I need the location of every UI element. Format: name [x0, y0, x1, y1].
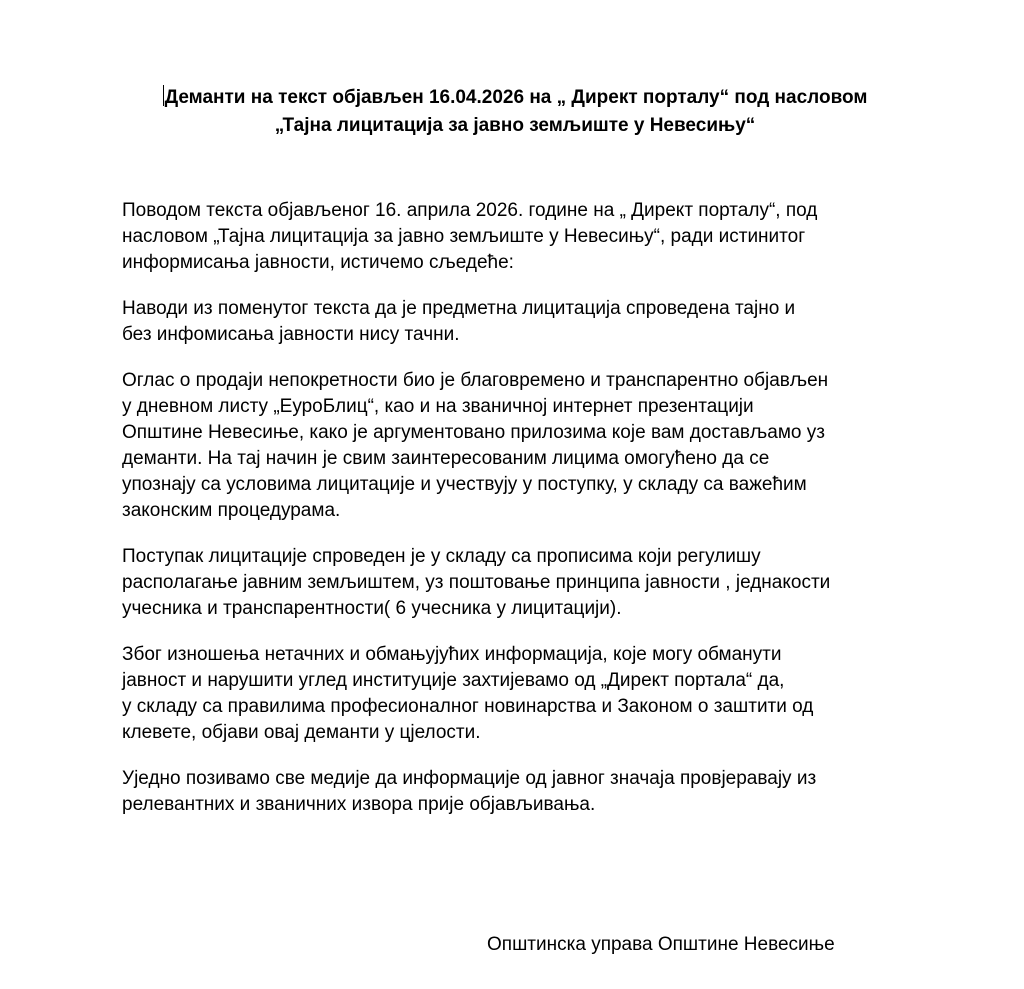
- title-line-1: [100, 84, 930, 112]
- document-body: [122, 198, 912, 838]
- paragraph-announcement: Оглас о продаји непокретности био је благовремено и транспарентно објављен у дневном листу „ЕуроБлиц“, као и на званичној интернет презентацији Општине Невесиње, како је аргументовано прилозима које вам достављамо уз деманти. На тај начин је свим заинтересованим лицима омогућено да се упознају са условима лицитације и учествују у поступку, у складу са важећим законским процедурама.: [122, 370, 829, 521]
- signature: Општинска управа Општине Невесиње: [487, 934, 835, 955]
- paragraph-intro: Поводом текста објављеног 16. априла 2026. године на „ Директ порталу“, под насловом „Тајна лицитација за јавно земљиште у Невесињу“, ради истинитог информисања јавности, истичемо сљедеће:: [122, 200, 818, 273]
- paragraph-demand: Због изношења нетачних и обмањујућих информација, које могу обманути јавност и нарушити углед институције захтијевамо од „Директ портала“ да, у складу са правилима професионалног новинарства и Законом о заштити од клевете, објави овај деманти у цјелости.: [122, 644, 814, 743]
- text-cursor: [163, 85, 164, 106]
- paragraph-appeal: Уједно позивамо све медије да информације од јавног значаја провјеравају из релевантних и званичних извора прије објављивања.: [122, 768, 817, 815]
- title-line-2: „Тајна лицитација за јавно земљиште у Невесињу“: [274, 115, 756, 136]
- title-line-1-text: Деманти на текст објављен 16.04.2026 на „ Директ порталу“ под насловом: [164, 87, 868, 108]
- paragraph-claims-denial: Наводи из поменутог текста да је предметна лицитација спроведена тајно и без инфомисања јавности нису тачни.: [122, 298, 796, 345]
- document-title: [100, 84, 930, 140]
- paragraph-procedure: Поступак лицитације спроведен је у складу са прописима који регулишу располагање јавним земљиштем, уз поштовање принципа јавности , једнакости учесника и транспарентности( 6 учесника у лицитацији).: [122, 546, 831, 619]
